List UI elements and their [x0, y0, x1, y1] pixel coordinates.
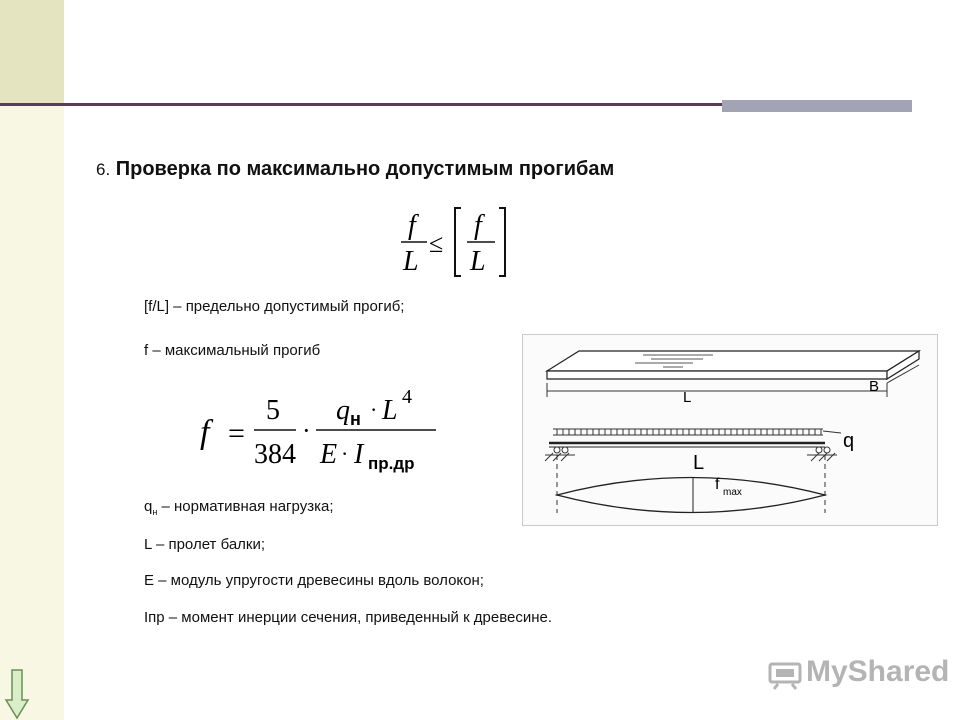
dimension-L-top: L [683, 389, 692, 406]
formula1-f-right: f [474, 210, 482, 241]
formula2-f: f [200, 414, 210, 451]
definition-f: f – максимальный прогиб [144, 342, 321, 359]
formula2-dot: · [302, 416, 311, 445]
load-label-q: q [843, 430, 855, 452]
qn-letter: q [144, 498, 153, 515]
qn-text: – нормативная нагрузка; [157, 498, 334, 515]
definition-qn [144, 498, 333, 517]
fmax-subscript: max [723, 487, 742, 498]
formula2-E: E [320, 439, 338, 470]
formula2-q-sub: н [350, 409, 361, 429]
formula1-L-left: L [403, 246, 419, 277]
formula2-power: 4 [402, 386, 412, 408]
dimension-B: B [869, 378, 880, 395]
formula2-I: I [354, 439, 364, 470]
formula2-dot-top: · [370, 397, 378, 422]
left-support-icon [545, 447, 575, 461]
beam-figure [522, 334, 938, 526]
heading-title: Проверка по максимально допустимым прогибам [115, 158, 615, 180]
formula1-f-left: f [408, 210, 416, 241]
header-accent-bar [722, 100, 912, 112]
max-deflection-formula [198, 385, 448, 475]
definition-E: E – модуль упругости древесины вдоль волокон; [144, 572, 484, 589]
myshared-logo-icon [768, 660, 802, 690]
definition-I: Iпр – момент инерции сечения, приведенный к древесине. [144, 609, 553, 626]
deflection-condition-formula [395, 202, 515, 282]
load-pattern [557, 429, 821, 435]
slide-heading [96, 158, 614, 181]
watermark-text: MyShared [806, 655, 950, 688]
formula2-eq: = [228, 417, 245, 450]
right-support-icon [807, 447, 837, 461]
formula2-num: 5 [266, 395, 280, 426]
span-label-L: L [693, 452, 705, 474]
left-margin-strip [0, 0, 64, 720]
heading-number: 6. [96, 160, 111, 179]
formula2-L: L [382, 395, 398, 426]
beam-diagram [523, 335, 937, 525]
left-corner-block [0, 0, 64, 103]
header-divider-line [0, 103, 722, 106]
definition-fl: [f/L] – предельно допустимый прогиб; [144, 298, 405, 315]
fmax-label: f [715, 476, 720, 493]
definition-L: L – пролет балки; [144, 536, 266, 553]
formula1-L-right: L [470, 246, 486, 277]
formula2-I-sub: пр.др [368, 454, 415, 473]
formula2-dot-bottom: · [341, 441, 349, 466]
formula2-den: 384 [254, 439, 296, 470]
formula2-q: q [336, 395, 350, 426]
formula1-relation: ≤ [429, 229, 444, 258]
arrow-down-icon[interactable] [4, 668, 30, 720]
qn-subscript: н [152, 507, 158, 517]
